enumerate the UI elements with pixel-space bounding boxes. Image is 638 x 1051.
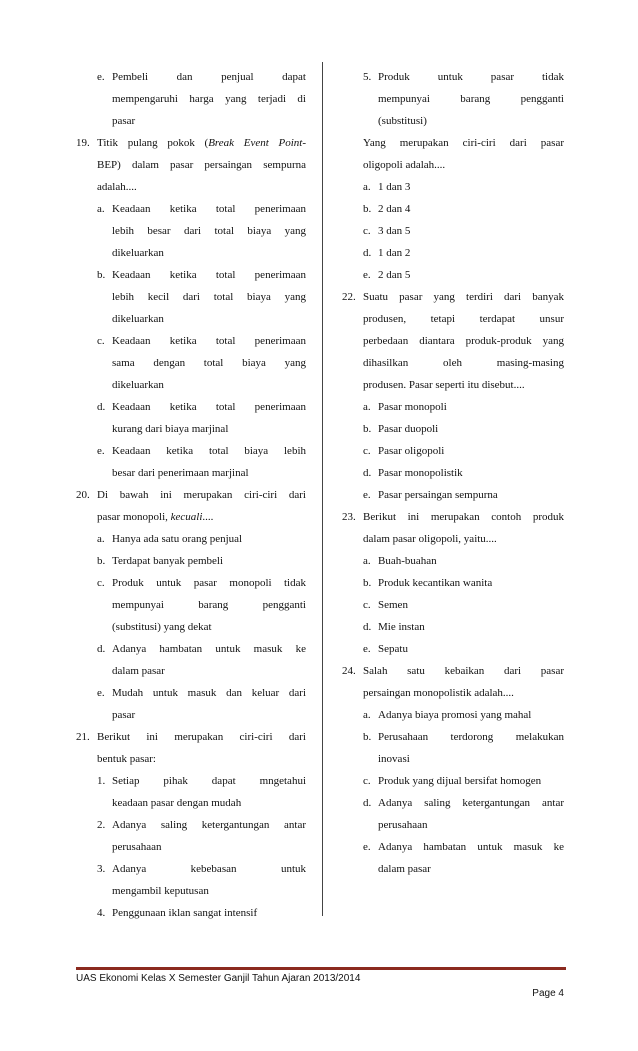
text-line (342, 440, 564, 462)
question-text: produsen, tetapi terdapat unsur (363, 313, 564, 325)
option-item (342, 66, 564, 132)
text-line (342, 594, 564, 616)
option-item (342, 638, 564, 660)
option-text: mengambil keputusan (112, 885, 209, 897)
option-text: Adanya saling ketergantungan antar (112, 819, 306, 831)
option-text: dikeluarkan (112, 313, 164, 325)
option-item (76, 858, 306, 902)
option-label: b. (97, 555, 106, 567)
question-block (342, 132, 564, 176)
option-text: Adanya hambatan untuk masuk ke (112, 643, 306, 655)
text-line (342, 396, 564, 418)
option-label: 2. (97, 819, 106, 831)
text-line (342, 132, 564, 154)
option-text: Keadaan ketika total biaya lebih (112, 445, 306, 457)
option-text: dikeluarkan (112, 379, 164, 391)
text-line (76, 396, 306, 418)
option-label: e. (97, 687, 105, 699)
option-text: Keadaan ketika total penerimaan (112, 203, 306, 215)
option-label: c. (363, 599, 371, 611)
option-text: Adanya hambatan untuk masuk ke (378, 841, 564, 853)
option-text: Perusahaan terdorong melakukan (378, 731, 564, 743)
text-line (342, 858, 564, 880)
option-text: keadaan pasar dengan mudah (112, 797, 242, 809)
option-text: Buah-buahan (378, 555, 437, 567)
option-item (342, 770, 564, 792)
option-text: inovasi (378, 753, 410, 765)
option-item (76, 528, 306, 550)
text-line (342, 308, 564, 330)
option-text: mempunyai barang pengganti (378, 93, 564, 105)
text-line (76, 330, 306, 352)
text-line (76, 726, 306, 748)
text-line (76, 418, 306, 440)
option-label: e. (363, 643, 371, 655)
text-line (76, 352, 306, 374)
option-text: Semen (378, 599, 408, 611)
option-item (76, 66, 306, 132)
text-line (342, 484, 564, 506)
option-text: Sepatu (378, 643, 408, 655)
option-label: a. (363, 555, 371, 567)
option-label: 4. (97, 907, 106, 919)
text-line (342, 418, 564, 440)
text-line (76, 374, 306, 396)
option-text: Pasar monopoli (378, 401, 447, 413)
option-item (76, 572, 306, 638)
option-label: d. (363, 621, 372, 633)
option-text: dalam pasar (112, 665, 165, 677)
option-label: 1. (97, 775, 106, 787)
text-line (342, 682, 564, 704)
option-text: mempunyai barang pengganti (112, 599, 306, 611)
option-text: Pembeli dan penjual dapat (112, 71, 306, 83)
option-text: (substitusi) yang dekat (112, 621, 212, 633)
question-block (342, 660, 564, 704)
option-text: Keadaan ketika total penerimaan (112, 401, 306, 413)
text-line (342, 286, 564, 308)
question-text: pasar monopoli, kecuali.... (97, 511, 214, 523)
option-text: Pasar oligopoli (378, 445, 445, 457)
option-item (342, 836, 564, 880)
text-line (76, 594, 306, 616)
question-text: persaingan monopolistik adalah.... (363, 687, 514, 699)
text-line (76, 902, 306, 924)
text-line (342, 616, 564, 638)
text-line (76, 220, 306, 242)
option-item (76, 440, 306, 484)
text-line (342, 506, 564, 528)
option-text: 1 dan 2 (378, 247, 411, 259)
text-line (76, 880, 306, 902)
text-line (76, 748, 306, 770)
option-text: pasar (112, 115, 136, 127)
text-line (76, 242, 306, 264)
text-line (342, 792, 564, 814)
option-item (342, 704, 564, 726)
option-text: dikeluarkan (112, 247, 164, 259)
option-label: 3. (97, 863, 106, 875)
question-text: oligopoli adalah.... (363, 159, 446, 171)
option-item (76, 264, 306, 330)
text-line (76, 198, 306, 220)
option-text: 1 dan 3 (378, 181, 411, 193)
question-block (76, 726, 306, 770)
option-label: c. (363, 775, 371, 787)
option-label: c. (97, 335, 105, 347)
option-item (342, 550, 564, 572)
option-label: a. (363, 181, 371, 193)
text-line (76, 550, 306, 572)
question-text: bentuk pasar: (97, 753, 156, 765)
option-item (342, 594, 564, 616)
right-column (342, 66, 564, 880)
option-label: d. (97, 643, 106, 655)
option-text: Pasar persaingan sempurna (378, 489, 498, 501)
text-line (76, 770, 306, 792)
left-column (76, 66, 306, 924)
option-text: pasar (112, 709, 136, 721)
text-line (76, 462, 306, 484)
option-label: 5. (363, 71, 372, 83)
option-text: lebih kecil dari total biaya yang (112, 291, 306, 303)
option-item (342, 462, 564, 484)
page-number: Page 4 (532, 988, 564, 999)
text-line (76, 66, 306, 88)
question-block (76, 132, 306, 198)
option-item (342, 176, 564, 198)
option-text: Keadaan ketika total penerimaan (112, 335, 306, 347)
option-item (342, 484, 564, 506)
text-line (76, 506, 306, 528)
question-number: 21. (76, 731, 90, 743)
option-text: Terdapat banyak pembeli (112, 555, 224, 567)
text-line (342, 528, 564, 550)
text-line (76, 638, 306, 660)
option-item (76, 814, 306, 858)
option-item (342, 220, 564, 242)
option-label: a. (363, 709, 371, 721)
option-text: Hanya ada satu orang penjual (112, 533, 243, 545)
option-label: c. (363, 225, 371, 237)
option-item (342, 440, 564, 462)
option-item (342, 418, 564, 440)
question-text: Berikut ini merupakan ciri-ciri dari (97, 731, 306, 743)
option-item (76, 550, 306, 572)
option-text: Setiap pihak dapat mngetahui (112, 775, 306, 787)
option-label: c. (363, 445, 371, 457)
option-label: b. (363, 731, 372, 743)
option-item (342, 396, 564, 418)
question-number: 24. (342, 665, 356, 677)
text-line (76, 814, 306, 836)
text-line (76, 264, 306, 286)
question-number: 19. (76, 137, 90, 149)
option-text: Adanya kebebasan untuk (112, 863, 306, 875)
option-label: e. (97, 445, 105, 457)
text-line (76, 528, 306, 550)
text-line (76, 88, 306, 110)
question-text: Di bawah ini merupakan ciri-ciri dari (97, 489, 306, 501)
column-divider (322, 62, 323, 916)
option-text: (substitusi) (378, 115, 427, 127)
text-line (76, 484, 306, 506)
option-item (76, 902, 306, 924)
option-item (76, 396, 306, 440)
option-text: Mie instan (378, 621, 425, 633)
option-label: c. (97, 577, 105, 589)
text-line (342, 462, 564, 484)
option-item (76, 198, 306, 264)
text-line (342, 836, 564, 858)
option-text: Keadaan ketika total penerimaan (112, 269, 306, 281)
option-text: perusahaan (112, 841, 162, 853)
text-line (342, 638, 564, 660)
option-label: d. (363, 467, 372, 479)
option-item (76, 770, 306, 814)
option-text: 2 dan 5 (378, 269, 411, 281)
footer-title: UAS Ekonomi Kelas X Semester Ganjil Tahun Ajaran 2013/2014 (76, 973, 361, 984)
text-line (342, 242, 564, 264)
question-text: perbedaan diantara produk-produk yang (363, 335, 564, 347)
text-line (342, 572, 564, 594)
text-line (342, 66, 564, 88)
option-text: lebih besar dari total biaya yang (112, 225, 306, 237)
text-line (342, 660, 564, 682)
option-text: Pasar monopolistik (378, 467, 463, 479)
question-text: Salah satu kebaikan dari pasar (363, 665, 564, 677)
option-item (342, 242, 564, 264)
question-number: 20. (76, 489, 90, 501)
text-line (342, 110, 564, 132)
option-label: a. (97, 533, 105, 545)
text-line (342, 770, 564, 792)
text-line (342, 264, 564, 286)
question-block (342, 506, 564, 550)
question-block (76, 484, 306, 528)
text-line (342, 748, 564, 770)
option-label: e. (363, 841, 371, 853)
option-text: besar dari penerimaan marjinal (112, 467, 249, 479)
text-line (342, 88, 564, 110)
text-line (76, 704, 306, 726)
question-text: Berikut ini merupakan contoh produk (363, 511, 564, 523)
text-line (342, 176, 564, 198)
question-text: dihasilkan oleh masing-masing (363, 357, 564, 369)
option-item (342, 198, 564, 220)
text-line (76, 792, 306, 814)
option-item (76, 330, 306, 396)
question-text: Titik pulang pokok (Break Event Point- (97, 137, 306, 149)
text-line (342, 198, 564, 220)
option-label: d. (363, 797, 372, 809)
option-text: 2 dan 4 (378, 203, 411, 215)
option-text: Adanya saling ketergantungan antar (378, 797, 564, 809)
option-item (342, 616, 564, 638)
text-line (76, 132, 306, 154)
option-item (342, 726, 564, 770)
text-line (76, 308, 306, 330)
text-line (76, 660, 306, 682)
option-item (76, 682, 306, 726)
question-text: produsen. Pasar seperti itu disebut.... (363, 379, 525, 391)
option-text: mempengaruhi harga yang terjadi di (112, 93, 306, 105)
question-text: Suatu pasar yang terdiri dari banyak (363, 291, 564, 303)
option-label: a. (97, 203, 105, 215)
text-line (342, 550, 564, 572)
question-number: 23. (342, 511, 356, 523)
option-label: d. (97, 401, 106, 413)
question-text: Yang merupakan ciri-ciri dari pasar (363, 137, 564, 149)
option-label: d. (363, 247, 372, 259)
option-text: Produk yang dijual bersifat homogen (378, 775, 542, 787)
question-text: BEP) dalam pasar persaingan sempurna (97, 159, 306, 171)
text-line (342, 154, 564, 176)
option-text: Produk kecantikan wanita (378, 577, 493, 589)
footer-rule (76, 967, 566, 970)
text-line (342, 220, 564, 242)
option-text: Mudah untuk masuk dan keluar dari (112, 687, 306, 699)
text-line (76, 572, 306, 594)
text-line (76, 858, 306, 880)
option-text: Adanya biaya promosi yang mahal (378, 709, 532, 721)
option-text: kurang dari biaya marjinal (112, 423, 229, 435)
text-line (76, 836, 306, 858)
option-label: e. (363, 489, 371, 501)
option-text: perusahaan (378, 819, 428, 831)
option-label: b. (363, 577, 372, 589)
option-label: e. (97, 71, 105, 83)
option-text: Penggunaan iklan sangat intensif (112, 907, 258, 919)
option-text: Pasar duopoli (378, 423, 439, 435)
text-line (76, 682, 306, 704)
option-text: Produk untuk pasar monopoli tidak (112, 577, 306, 589)
text-line (342, 330, 564, 352)
text-line (76, 286, 306, 308)
option-label: e. (363, 269, 371, 281)
option-label: b. (363, 203, 372, 215)
option-item (342, 792, 564, 836)
question-block (342, 286, 564, 396)
text-line (342, 352, 564, 374)
question-number: 22. (342, 291, 356, 303)
text-line (342, 704, 564, 726)
option-item (342, 264, 564, 286)
text-line (76, 110, 306, 132)
question-text: dalam pasar oligopoli, yaitu.... (363, 533, 497, 545)
text-line (76, 440, 306, 462)
option-label: a. (363, 401, 371, 413)
text-line (76, 154, 306, 176)
option-label: b. (97, 269, 106, 281)
option-label: b. (363, 423, 372, 435)
question-text: adalah.... (97, 181, 137, 193)
text-line (342, 374, 564, 396)
text-line (76, 616, 306, 638)
option-item (76, 638, 306, 682)
text-line (342, 726, 564, 748)
option-text: Produk untuk pasar tidak (378, 71, 564, 83)
option-text: sama dengan total biaya yang (112, 357, 306, 369)
text-line (76, 176, 306, 198)
text-line (342, 814, 564, 836)
option-text: dalam pasar (378, 863, 431, 875)
option-text: 3 dan 5 (378, 225, 411, 237)
option-item (342, 572, 564, 594)
